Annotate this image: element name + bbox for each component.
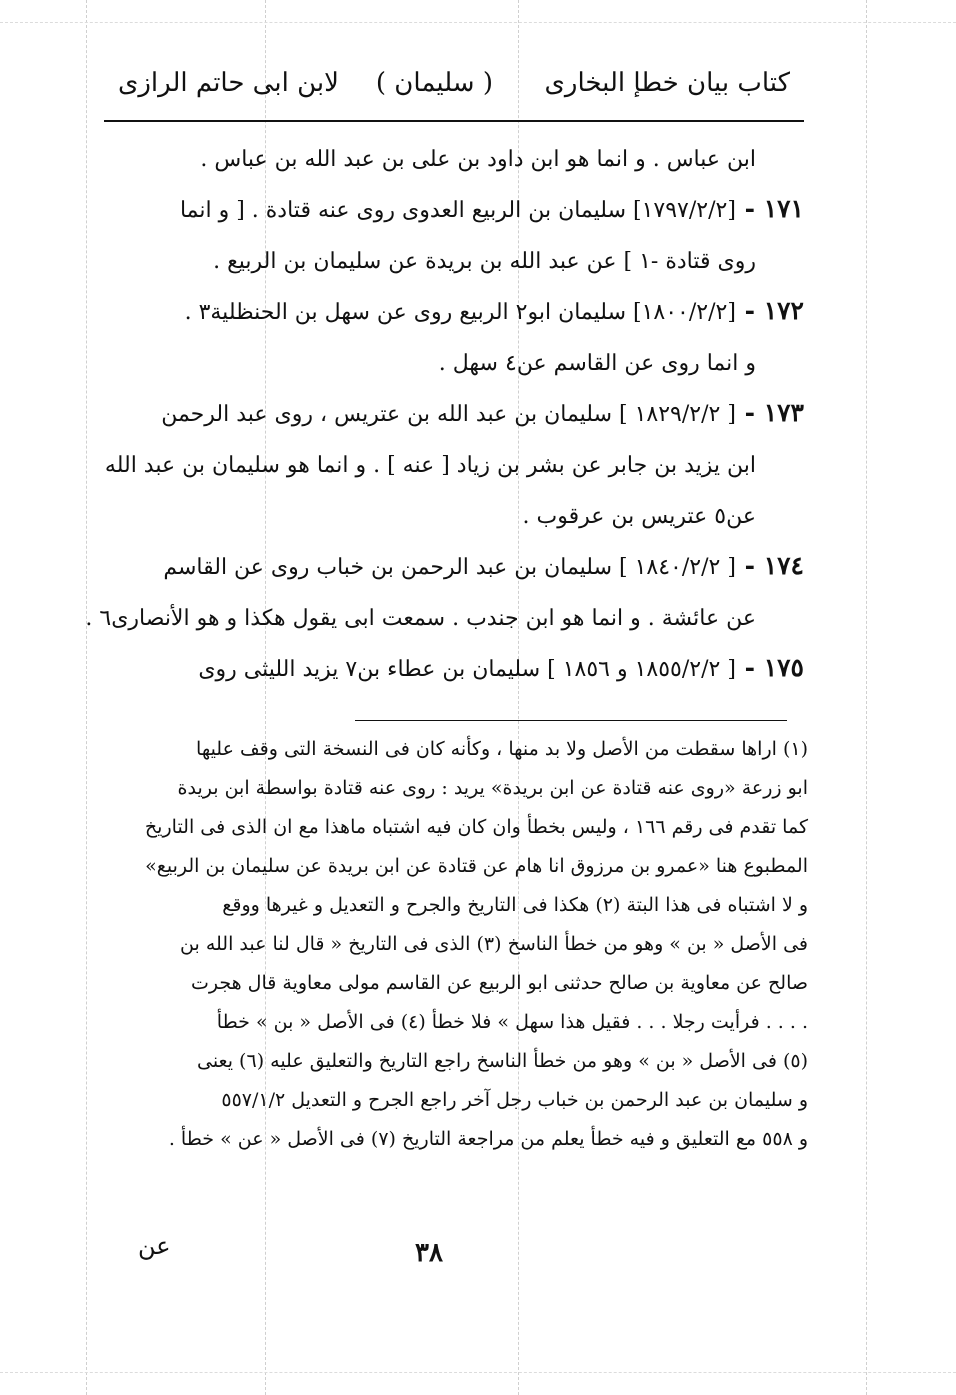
text-line	[104, 438, 804, 489]
author-name: لابن ابى حاتم الرازى	[118, 68, 339, 98]
text-line	[108, 132, 804, 183]
entry-171	[108, 183, 804, 234]
entry-172	[108, 285, 804, 336]
catchword: عن	[138, 1232, 171, 1260]
line-text: [ ١٨٤٠/٢/٢ ] سليمان بن عبد الرحمن بن خباب روى عن القاسم	[163, 555, 736, 580]
footnote-line: (١) اراها سقطت من الأصل ولا بد منها ، وكأنه كان فى النسخة التى وقف عليها	[196, 738, 808, 760]
line-text: و انما روى عن القاسم عن٤ سهل .	[438, 351, 756, 376]
guide-line	[0, 22, 956, 23]
entry-number: ١٧٤ -	[735, 551, 804, 580]
line-text: [١٨٠٠/٢/٢] سليمان ابو٢ الربيع روى عن سهل بن الحنظلية٣ .	[184, 300, 736, 325]
guide-line	[86, 0, 87, 1395]
line-text: عن عائشة . و انما هو ابن جندب . سمعت ابى يقول هكذا و هو الأنصارى٦ .	[85, 606, 756, 631]
line-text: [١٧٩٧/٢/٢] سليمان بن الربيع العدوى روى عنه قتادة . [ و انما	[179, 198, 736, 223]
entry-175	[108, 642, 804, 693]
text-line	[85, 591, 804, 642]
header-rule	[104, 120, 804, 122]
footnote-line: المطبوع هنا «عمرو بن مرزوق انا هام عن قتادة عن ابن بريدة عن سليمان بن الربيع»	[145, 855, 808, 877]
running-header	[118, 62, 798, 114]
line-text: روى قتادة -١ ] عن عبد الله بن بريدة عن سليمان بن الربيع .	[213, 249, 756, 274]
page-number: ٣٨	[415, 1238, 443, 1268]
footnote-line: ابو زرعة «روى عنه قتادة عن ابن بريدة» يريد : روى عنه قتادة بواسطة ابن بريدة	[177, 777, 808, 799]
footnote-line: كما تقدم فى رقم ١٦٦ ، وليس بخطأ وان كان فيه اشتباه ماهذا مع ان الذى فى التاريخ	[144, 816, 808, 838]
footnote-line: و سليمان بن عبد الرحمن بن خباب رجل آخر راجع الجرح و التعديل ٥٥٧/١/٢	[221, 1089, 808, 1111]
entry-number: ١٧٢ -	[735, 296, 804, 325]
entry-number: ١٧١ -	[735, 194, 804, 223]
entry-number: ١٧٥ -	[735, 653, 804, 682]
text-line	[108, 336, 804, 387]
guide-line	[866, 0, 867, 1395]
book-title: كتاب بيان خطإ البخارى	[544, 68, 790, 98]
entry-174	[108, 540, 804, 591]
line-text: ابن عباس . و انما هو ابن داود بن على بن عبد الله بن عباس .	[200, 147, 756, 172]
footnote-line: (٥) فى الأصل « بن » وهو من خطأ الناسخ راجع التاريخ والتعليق عليه (٦) يعنى	[196, 1050, 808, 1072]
line-text: ابن يزيد بن جابر عن بشر بن زياد [ عنه ] . و انما هو سليمان بن عبد الله	[104, 453, 756, 478]
footnote-line: و لا اشتباه فى هذا البتة (٢) هكذا فى التاريخ والجرح و التعديل و غيرها ووقع	[222, 894, 808, 916]
footnote-line: صالح عن معاوية بن صالح حدثنى ابو الربيع عن القاسم مولى معاوية قال هجرت	[190, 972, 808, 994]
line-text: [ ١٨٢٩/٢/٢ ] سليمان بن عبد الله بن عتريس ، روى عبد الرحمن	[161, 402, 736, 427]
entry-173	[108, 387, 804, 438]
footnote-line: . . . . فرأيت رجلا . . . فقيل هذا سهل » فلا خطأ (٤) فى الأصل « بن » خطأ	[216, 1011, 808, 1033]
entry-number: ١٧٣ -	[735, 398, 804, 427]
text-line	[108, 489, 804, 540]
line-text: [ ١٨٥٥/٢/٢ و ١٨٥٦ ] سليمان بن عطاء بن٧ يزيد الليثى روى	[198, 657, 736, 682]
footnote-line: فى الأصل « بن » وهو من خطأ الناسخ (٣) الذى فى التاريخ « قال لنا عبد الله بن	[180, 933, 808, 955]
section-title: ( سليمان )	[375, 68, 493, 98]
footnotes	[108, 730, 808, 1159]
guide-line	[0, 1372, 956, 1373]
line-text: عن٥ عتريس بن عرقوب .	[522, 504, 756, 529]
footnote-line: و ٥٥٨ مع التعليق و فيه خطأ يعلم من مراجعة التاريخ (٧) فى الأصل « عن » خطأ .	[168, 1128, 808, 1150]
text-line	[108, 234, 804, 285]
footnote-rule	[355, 720, 787, 721]
main-text	[85, 132, 804, 693]
